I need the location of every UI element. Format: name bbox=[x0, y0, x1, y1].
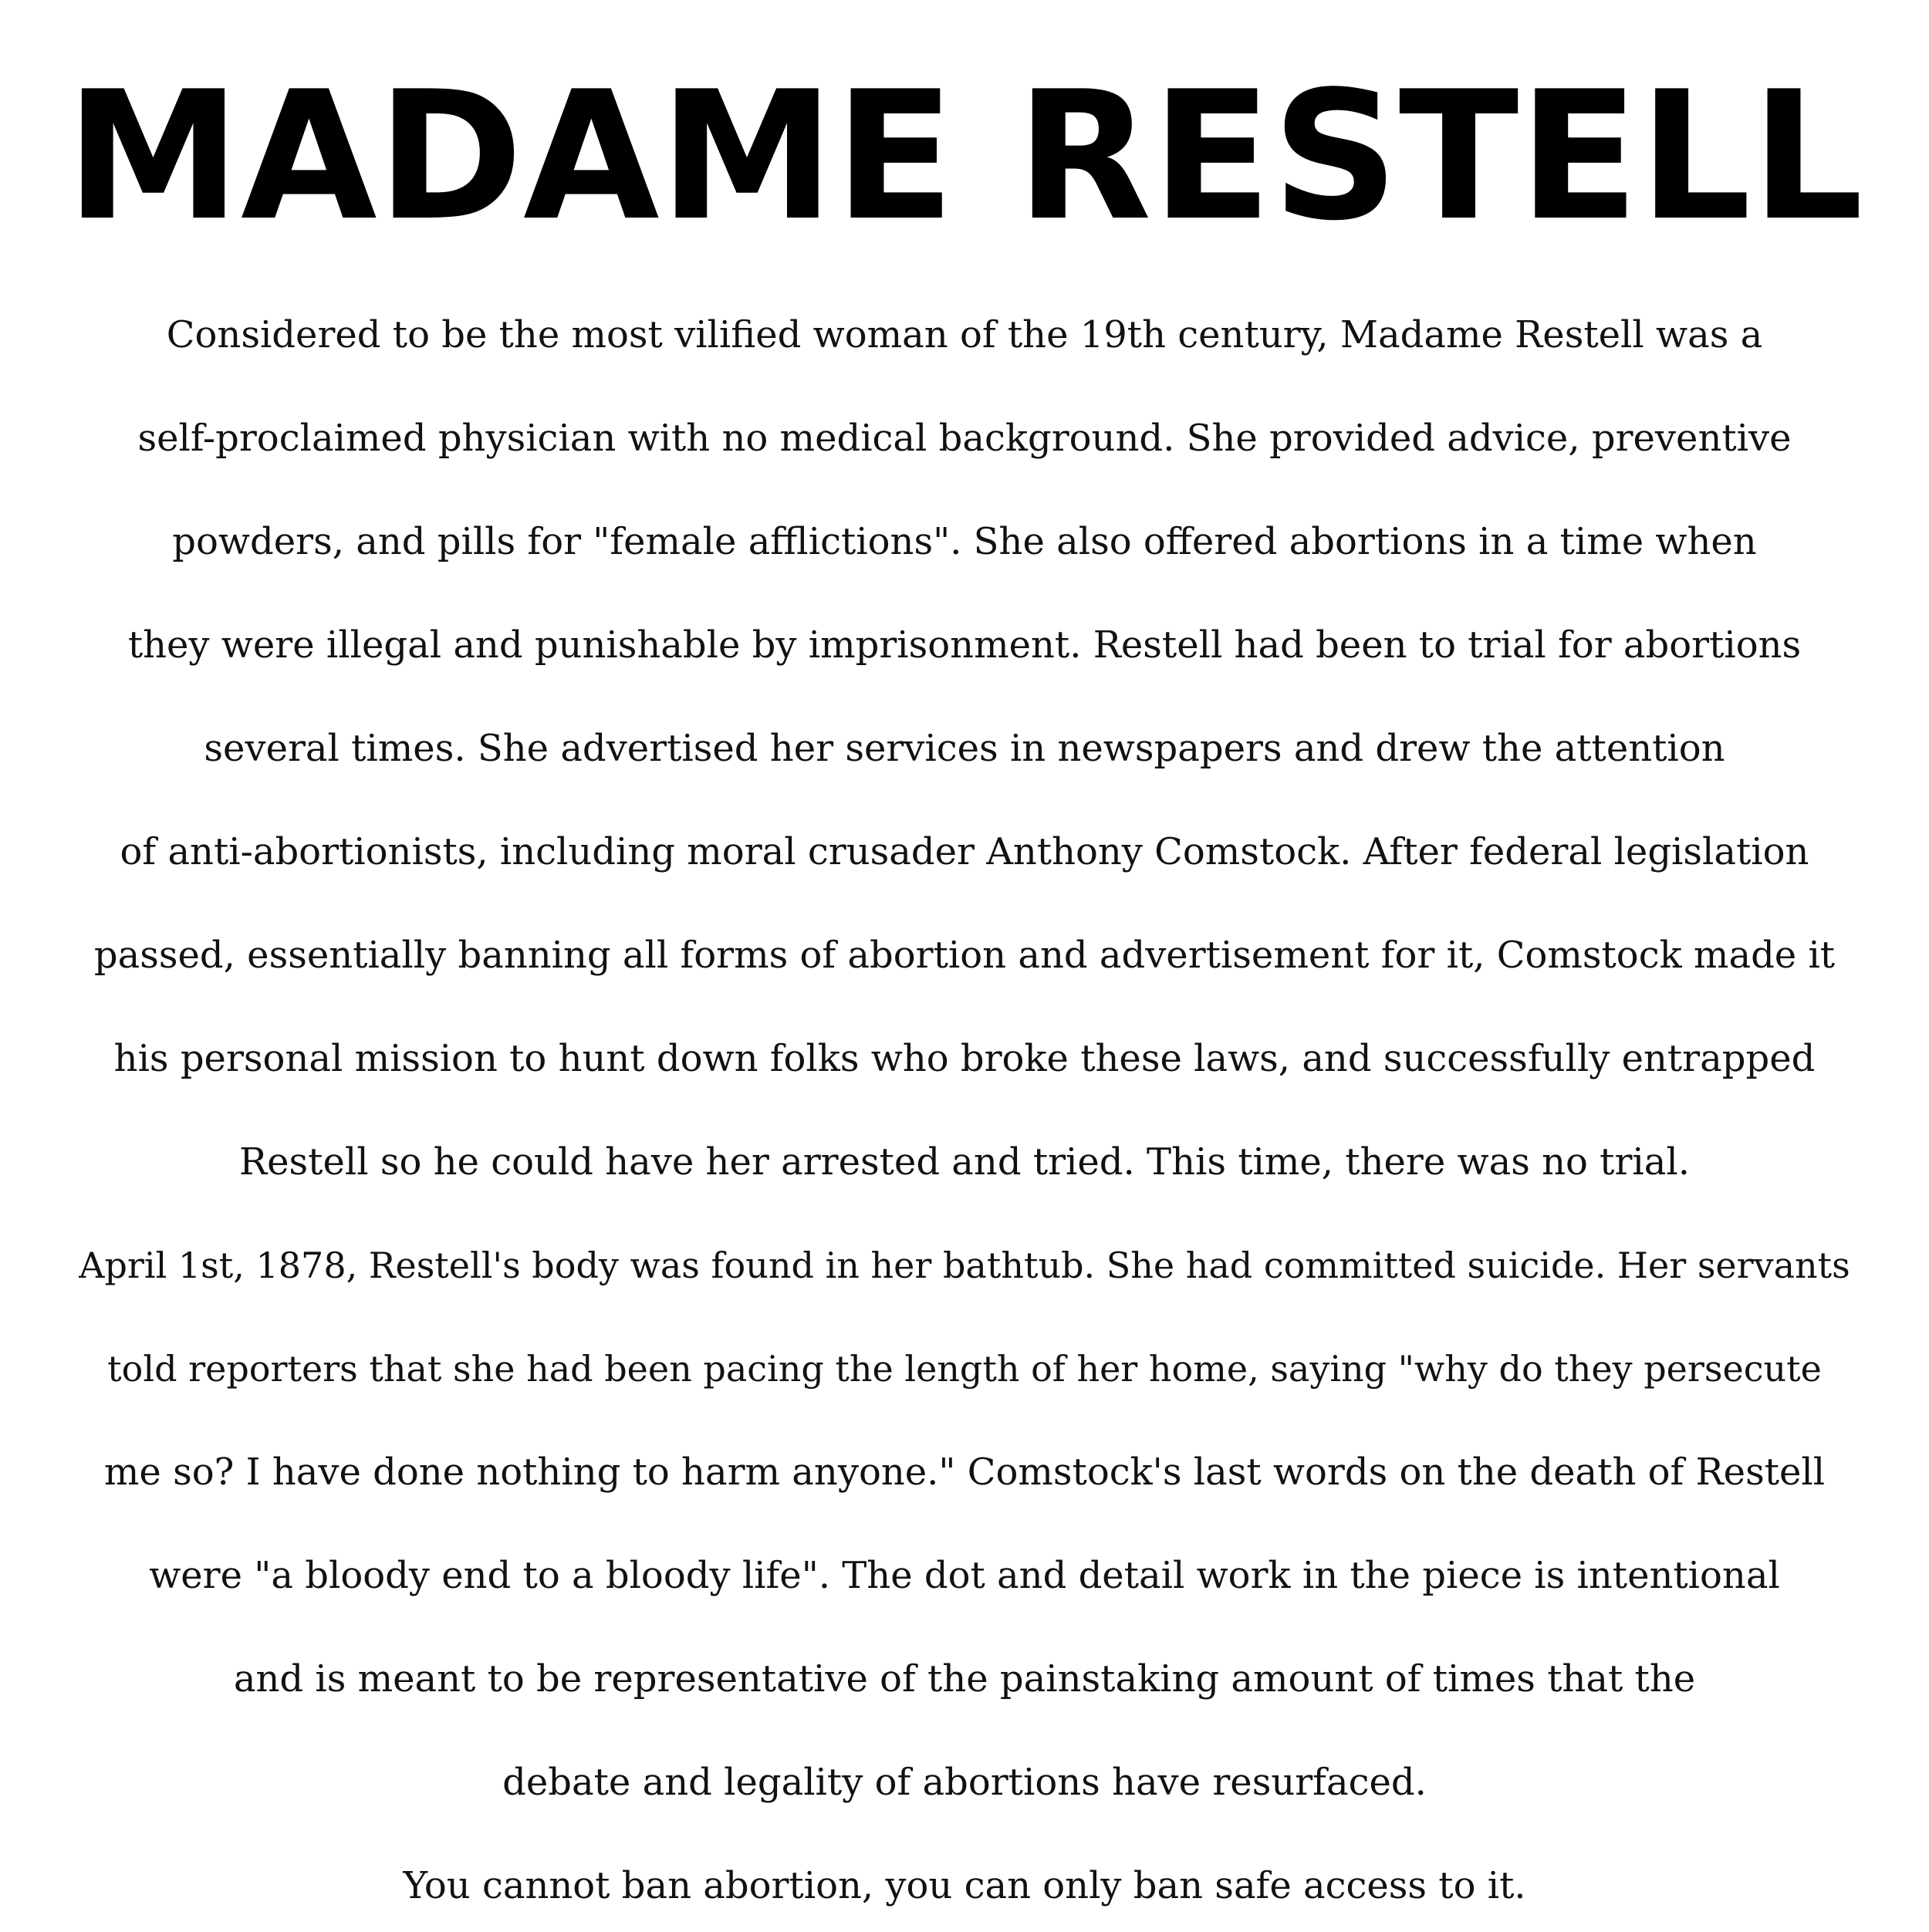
paragraph-line: they were illegal and punishable by imprisonment. Restell had been to trial for abortions bbox=[127, 623, 1802, 667]
paragraph-line: me so? I have done nothing to harm anyone." Comstock's last words on the death of Restell bbox=[103, 1451, 1826, 1494]
paragraph-line: were "a bloody end to a bloody life". The dot and detail work in the piece is intentional bbox=[149, 1554, 1780, 1597]
paragraph-line: debate and legality of abortions have resurfaced. bbox=[502, 1761, 1427, 1804]
paragraph-line: Considered to be the most vilified woman of the 19th century, Madame Restell was a bbox=[166, 313, 1763, 356]
paragraph-line: Restell so he could have her arrested and tried. This time, there was no trial. bbox=[239, 1140, 1690, 1184]
paragraph-line: his personal mission to hunt down folks who broke these laws, and successfully entrapped bbox=[113, 1037, 1816, 1080]
closing-statement: You cannot ban abortion, you can only ban safe access to it. bbox=[403, 1864, 1526, 1907]
paragraph-line: April 1st, 1878, Restell's body was found in her bathtub. She had committed suicide. Her servants bbox=[79, 1245, 1850, 1286]
paragraph-line: told reporters that she had been pacing the length of her home, saying "why do they persecute bbox=[107, 1348, 1822, 1390]
paragraph-line: passed, essentially banning all forms of abortion and advertisement for it, Comstock made it bbox=[93, 934, 1836, 977]
page-title-svg bbox=[39, 63, 1890, 248]
paragraph-line: and is meant to be representative of the painstaking amount of times that the bbox=[233, 1657, 1696, 1701]
paragraph-line: of anti-abortionists, including moral crusader Anthony Comstock. After federal legislation bbox=[120, 830, 1809, 873]
paragraph-line: self-proclaimed physician with no medical background. She provided advice, preventive bbox=[137, 417, 1792, 460]
body-paragraph bbox=[0, 296, 1929, 1932]
paragraph-line: powders, and pills for "female afflictions". She also offered abortions in a time when bbox=[172, 520, 1757, 563]
paragraph-line: several times. She advertised her services in newspapers and drew the attention bbox=[204, 727, 1725, 770]
page-title bbox=[0, 63, 1929, 248]
page-title-text: MADAME RESTELL bbox=[66, 63, 1863, 248]
